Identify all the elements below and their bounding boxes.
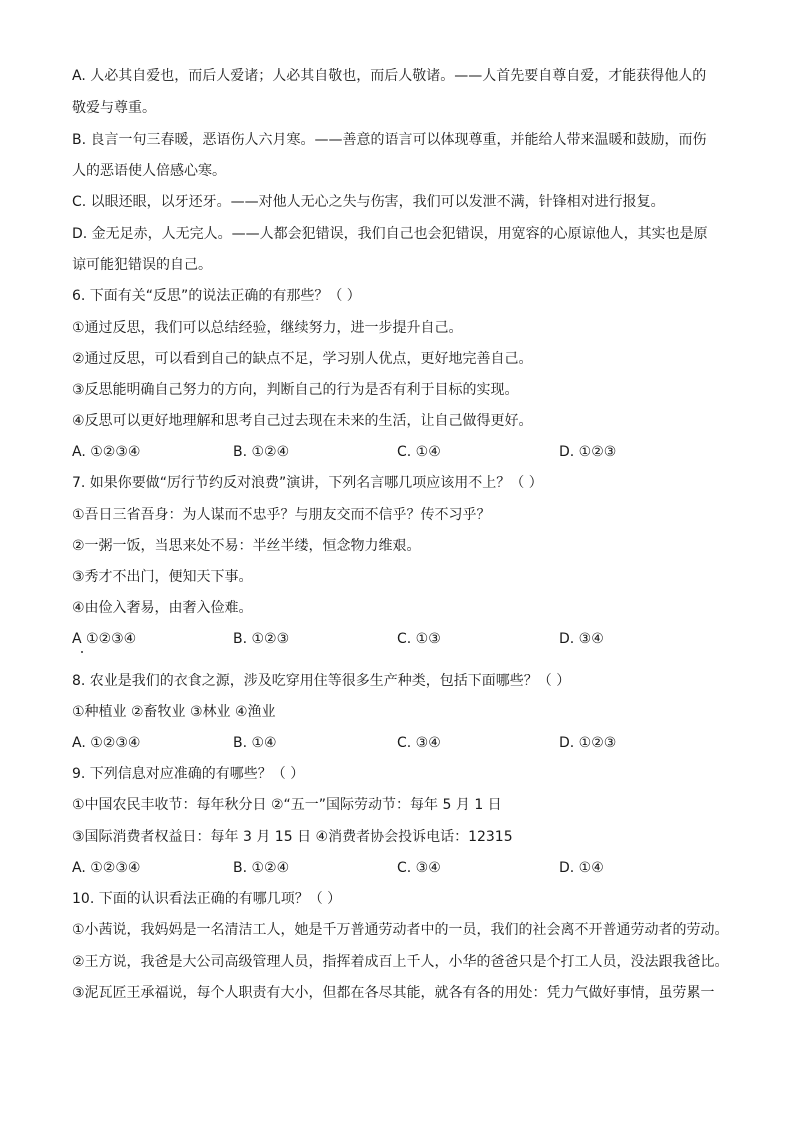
q8-option-c: C. ③④ bbox=[397, 735, 441, 751]
q5-option-d-line1: D. 金无足赤，人无完人。——人都会犯错误，我们自己也会犯错误，用宽容的心原谅他人，其实也是原 bbox=[72, 226, 708, 242]
q8-stem: 8. 农业是我们的衣食之源，涉及吃穿用住等很多生产种类，包括下面哪些？（ ） bbox=[72, 673, 571, 689]
q10-stem: 10. 下面的认识看法正确的有哪几项？（ ） bbox=[72, 891, 342, 907]
q5-option-c-line1: C. 以眼还眼，以牙还牙。——对他人无心之失与伤害，我们可以发泄不满，针锋相对进行报复。 bbox=[72, 194, 665, 210]
q7-option-a: A ①②③④ bbox=[72, 631, 137, 647]
q7-option-d: D. ③④ bbox=[559, 631, 604, 647]
q9-option-a: A. ①②③④ bbox=[72, 860, 141, 876]
q10-item-3: ③泥瓦匠王承福说，每个人职责有大小，但都在各尽其能，就各有各的用处：凭力气做好事情，虽劳累一 bbox=[72, 985, 715, 1001]
q9-stem: 9. 下列信息对应准确的有哪些？（ ） bbox=[72, 766, 305, 782]
q6-item-4: ④反思可以更好地理解和思考自己过去现在未来的生活，让自己做得更好。 bbox=[72, 413, 533, 429]
q7-item-2: ②一粥一饭，当思来处不易：半丝半缕，恒念物力维艰。 bbox=[72, 538, 421, 554]
q9-items-line1: ①中国农民丰收节：每年秋分日 ②“五一”国际劳动节：每年 5 月 1 日 bbox=[72, 797, 502, 813]
q5-option-b-line1: B. 良言一句三春暖，恶语伤人六月寒。——善意的语言可以体现尊重，并能给人带来温暖和鼓励，而伤 bbox=[72, 132, 707, 148]
q6-option-a: A. ①②③④ bbox=[72, 444, 141, 460]
q8-option-d: D. ①②③ bbox=[559, 735, 617, 751]
q7-stem: 7. 如果你要做“厉行节约反对浪费”演讲，下列名言哪几项应该用不上？（ ） bbox=[72, 475, 543, 491]
q6-item-1: ①通过反思，我们可以总结经验，继续努力，进一步提升自己。 bbox=[72, 320, 463, 336]
q7-item-4: ④由俭入奢易，由奢入俭难。 bbox=[72, 600, 253, 616]
q7-option-b: B. ①②③ bbox=[233, 631, 290, 647]
q9-items-line2: ③国际消费者权益日：每年 3 月 15 日 ④消费者协会投诉电话：12315 bbox=[72, 829, 513, 845]
q5-option-b-line2: 人的恶语使人倍感心寒。 bbox=[72, 163, 226, 179]
q7-option-c: C. ①③ bbox=[397, 631, 441, 647]
q8-items: ①种植业 ②畜牧业 ③林业 ④渔业 bbox=[72, 704, 276, 720]
q6-option-d: D. ①②③ bbox=[559, 444, 617, 460]
q9-option-d: D. ①④ bbox=[559, 860, 604, 876]
q9-option-b: B. ①②④ bbox=[233, 860, 290, 876]
q6-stem: 6. 下面有关“反思”的说法正确的有那些？（ ） bbox=[72, 288, 361, 304]
q6-item-2: ②通过反思，可以看到自己的缺点不足，学习别人优点，更好地完善自己。 bbox=[72, 351, 533, 367]
q10-item-1: ①小茜说，我妈妈是一名清洁工人，她是千万普通劳动者中的一员，我们的社会离不开普通劳动者的劳动。 bbox=[72, 922, 729, 938]
q5-option-a-line1: A. 人必其自爱也，而后人爱诸；人必其自敬也，而后人敬诸。——人首先要自尊自爱，才能获得他人的 bbox=[72, 68, 707, 84]
q6-option-c: C. ①④ bbox=[397, 444, 441, 460]
q7-item-3: ③秀才不出门，便知天下事。 bbox=[72, 569, 253, 585]
q9-option-c: C. ③④ bbox=[397, 860, 441, 876]
q5-option-d-line2: 谅可能犯错误的自己。 bbox=[72, 257, 212, 273]
q5-option-a-line2: 敬爱与尊重。 bbox=[72, 100, 156, 116]
q10-item-2: ②王方说，我爸是大公司高级管理人员，指挥着成百上千人，小华的爸爸只是个打工人员，没法跟我爸比。 bbox=[72, 954, 729, 970]
q6-item-3: ③反思能明确自己努力的方向，判断自己的行为是否有利于目标的实现。 bbox=[72, 382, 519, 398]
q6-option-b: B. ①②④ bbox=[233, 444, 290, 460]
q8-option-b: B. ①④ bbox=[233, 735, 277, 751]
q8-option-a: A. ①②③④ bbox=[72, 735, 141, 751]
q7-item-1: ①吾日三省吾身：为人谋而不忠乎？与朋友交而不信乎？传不习乎？ bbox=[72, 507, 491, 523]
stray-dot-mark bbox=[81, 651, 83, 653]
